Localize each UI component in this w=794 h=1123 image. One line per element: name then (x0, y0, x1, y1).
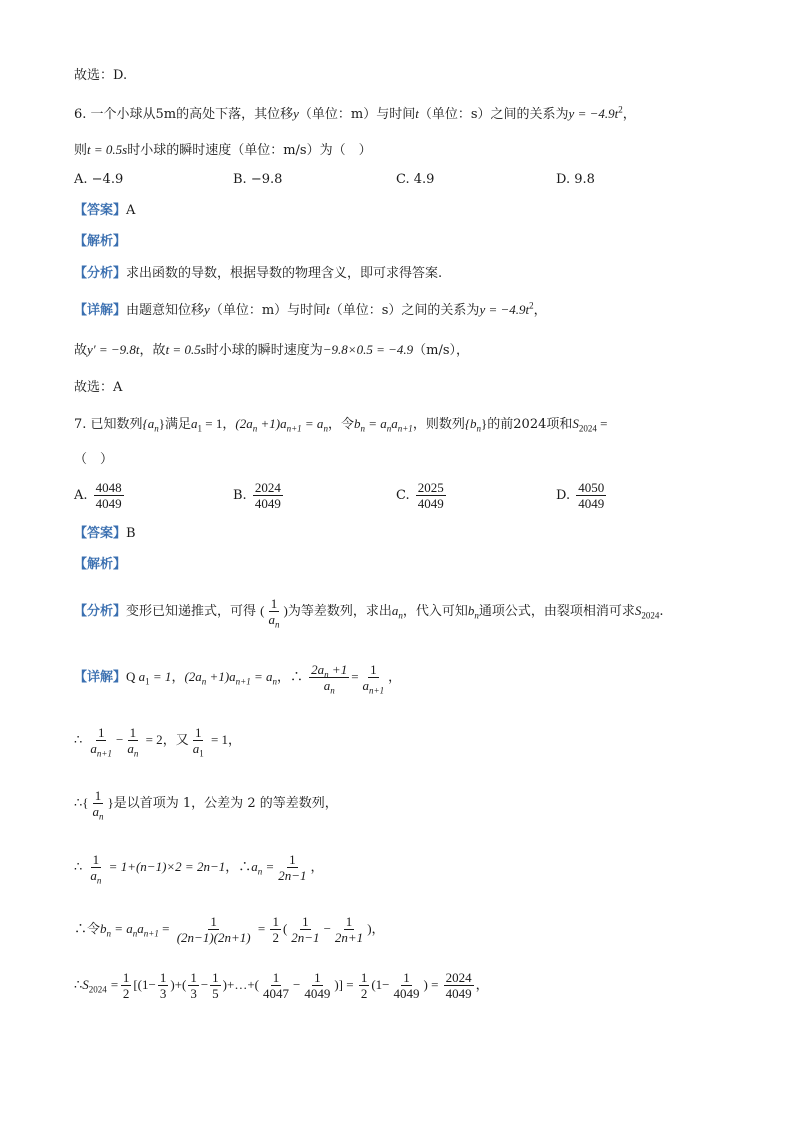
q6-option-d: D. 9.8 (556, 172, 595, 187)
fraction: $\frac{2a_n +1}{a_n}$ (311, 662, 348, 696)
q7-detail-step4: ∴ $\frac{1}{a_n}$ = 1+(n−1)×2 = 2n−1，$\therefore a_n$ = $\frac{1}{2n-1}$ ， (74, 852, 324, 886)
q7-answer: 【答案】B (74, 526, 136, 541)
fraction: $\frac{2024}{4049}$ (254, 480, 281, 511)
fraction: $\frac{1}{a_n}$ (92, 788, 104, 822)
fraction: $\frac{1}{(2n-1)(2n+1)}$ (176, 914, 251, 945)
fraction: $\frac{1}{4047}$ (262, 970, 289, 1001)
q6-option-b: B. −9.8 (233, 172, 283, 187)
fraction: $\frac{1}{2}$ (122, 970, 130, 1001)
q7-option-b: B. $\frac{2024}{4049}$ (233, 480, 281, 511)
fraction: $\frac{1}{3}$ (190, 970, 197, 1001)
previous-conclusion: 故选：D. (74, 68, 128, 83)
q6-option-c: C. 4.9 (396, 172, 435, 187)
fraction: $\frac{4048}{4049}$ (95, 480, 122, 511)
fraction: $\frac{1}{2}$ (360, 970, 368, 1001)
q6-detail-line1: 【详解】由题意知位移y（单位：m）与时间t（单位：s）之间的关系为$y = -4.9t^2$， (74, 300, 547, 318)
q6-detail-line2: 故y′ = −9.8t，故t = 0.5s时小球的瞬时速度为−9.8×0.5 = −4.9（m/s）， (74, 342, 470, 358)
q6-option-a: A. −4.9 (74, 172, 124, 187)
fraction: $\frac{1}{4049}$ (304, 970, 331, 1001)
fraction: $\frac{1}{2n-1}$ (278, 852, 307, 883)
q7-option-a: A. $\frac{4048}{4049}$ (74, 480, 122, 511)
q6-stem-line2: 则t = 0.5s时小球的瞬时速度（单位：m/s）为（ ） (74, 142, 372, 158)
fraction: $\frac{1}{4049}$ (393, 970, 420, 1001)
q7-stem-line1: 7. 已知数列$\{a_n\}$满足$a_1 = 1$，$(2a_n +1)a_{n+1} = a_n$，令$b_n = a_na_{n+1}$，则数列$\{b_n\}$的前2024项和$S_{2024}$ = (74, 416, 608, 434)
fraction: $\frac{1}{5}$ (212, 970, 219, 1001)
q6-answer: 【答案】A (74, 203, 136, 218)
q6-final: 故选：A (74, 380, 123, 395)
fraction: $\frac{2024}{4049}$ (445, 970, 472, 1001)
fraction: $\frac{1}{2n+1}$ (334, 914, 364, 945)
fraction: $\frac{1}{a_n}$ (127, 725, 139, 759)
q6-fenxi: 【分析】求出函数的导数，根据导数的物理含义，即可求得答案. (74, 266, 443, 281)
q7-detail-step1: 【详解】Q $a_1 = 1$，$(2a_n +1)a_{n+1} = a_n$，∴ $\frac{2a_n +1}{a_n}$ = $\frac{1}{a_{n+1}}$ ， (74, 662, 402, 696)
fraction: $\frac{1}{a_1}$ (192, 725, 204, 759)
fraction: $\frac{1}{a_n}$ (90, 852, 102, 886)
fraction: $\frac{1}{a_n}$ (268, 596, 280, 630)
q7-detail-step3: ∴{ $\frac{1}{a_n}$ }是以首项为 1，公差为 2 的等差数列， (74, 788, 338, 822)
q6-analysis-tag: 【解析】 (74, 234, 127, 249)
q7-detail-step5: ∴令$b_n = a_na_{n+1}$ = $\frac{1}{(2n-1)(2n+1)}$ = $\frac{1}{2}$ ( $\frac{1}{2n-1}$ − $\frac{1}{2n+1}$ )， (74, 914, 385, 945)
q7-analysis-tag: 【解析】 (74, 557, 127, 572)
fraction: $\frac{1}{a_{n+1}}$ (90, 725, 112, 759)
fraction: $\frac{2025}{4049}$ (417, 480, 444, 511)
fraction: $\frac{1}{2}$ (272, 914, 279, 945)
q7-detail-step2: ∴ $\frac{1}{a_{n+1}}$ − $\frac{1}{a_n}$ = 2，又 $\frac{1}{a_1}$ = 1， (74, 725, 242, 759)
fraction: $\frac{1}{2n-1}$ (291, 914, 320, 945)
fraction: $\frac{4050}{4049}$ (578, 480, 605, 511)
q7-fenxi: 【分析】变形已知递推式，可得 ( $\frac{1}{a_n}$ )为等差数列，求出$a_n$，代入可知$b_n$通项公式，由裂项相消可求$S_{2024}$. (74, 596, 664, 630)
q7-stem-line2: （ ） (74, 452, 114, 467)
q7-option-c: C. $\frac{2025}{4049}$ (396, 480, 444, 511)
q6-stem-line1: 6. 一个小球从5m的高处下落，其位移y（单位：m）与时间t（单位：s）之间的关系为$y = -4.9t^2$， (74, 104, 636, 122)
fraction: $\frac{1}{a_{n+1}}$ (362, 662, 385, 696)
fraction: $\frac{1}{3}$ (159, 970, 167, 1001)
q7-option-d: D. $\frac{4050}{4049}$ (556, 480, 605, 511)
q7-detail-step6: $\therefore S_{2024}$ = $\frac{1}{2}$ [(1− $\frac{1}{3}$ )+( $\frac{1}{3}$ − $\frac{1}{5}$ )+…+( $\frac{1}{4047}$ − $\frac{1}{4049}$ )] = $\frac{1}{2}$ (1− $\frac{1}{4049}$ ) = $\frac{2024}{4049}$ ， (74, 970, 489, 1001)
